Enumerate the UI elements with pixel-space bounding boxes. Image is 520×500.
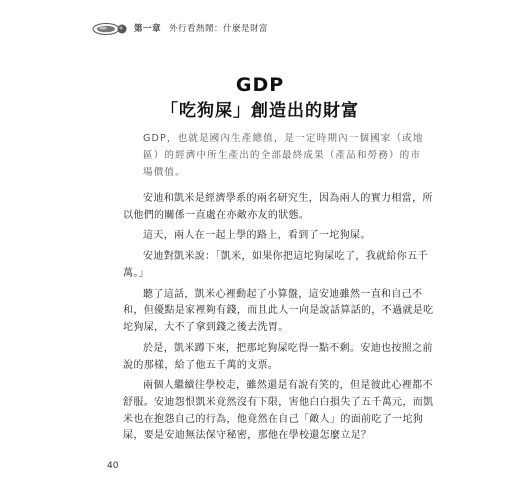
running-header [92,20,268,36]
header-text [134,22,268,34]
section-subtitle: 「吃狗屎」創造出的財富 [161,101,359,121]
paragraph: 這天，兩人在一起上學的路上，看到了一坨狗屎。 [143,230,371,242]
page-number: 40 [107,461,119,471]
paragraph: 於是，凱米蹲下來，把那坨狗屎吃得一點不剩。安迪也按照之前說的那樣，給了他五千萬的支票。 [123,342,433,371]
chapter-title: 外行看熱鬧：什麼是財富 [169,24,269,34]
definition-box: GDP，也就是國內生產總值，是一定時期內一個國家（或地區）的經濟中所生產出的全部最終成果（產品和勞務）的市場價值。 [143,133,424,178]
body-text [123,191,435,449]
paragraph: 安迪對凱米說：「凱米，如果你把這坨狗屎吃了，我就給你五千萬。」 [123,251,428,279]
section-title: GDP [235,74,285,96]
chapter-ornament-icon [92,21,128,35]
paragraph: 安迪和凱米是經濟學系的兩名研究生，因為兩人的實力相當，所以他們的關係一直處在亦敵亦友的狀態。 [123,193,433,221]
paragraph: 兩個人繼續往學校走，雖然還是有說有笑的，但是彼此心裡都不舒服。安迪怨恨凱米竟然沒有下限，害他白白損失了五千萬元，而凱米也在抱怨自己的行為，他竟然在自己「敵人」的面前吃了一坨狗屎，要是安迪無法保守秘密，那他在學校還怎麼立足？ [123,380,434,442]
paragraph: 聽了這話，凱米心裡動起了小算盤，這安迪雖然一直和自己不和，但優點是家裡夠有錢，而且此人一向是說話算話的，不過就是吃坨狗屎，大不了拿到錢之後去洗胃。 [123,288,434,334]
chapter-label: 第一章 [134,24,162,34]
